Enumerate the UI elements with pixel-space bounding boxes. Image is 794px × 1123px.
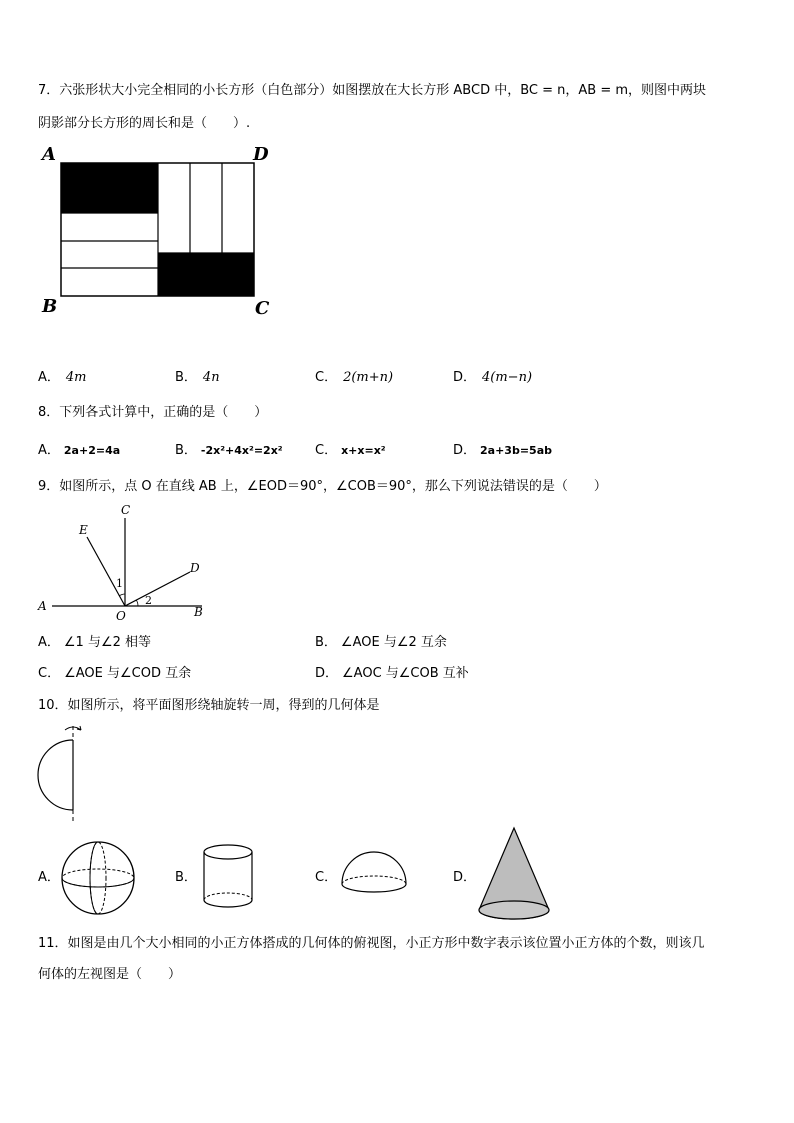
q7-option-c-letter: C． xyxy=(315,370,338,385)
cylinder-icon[interactable] xyxy=(198,842,258,912)
q9-label-a: A xyxy=(38,599,47,613)
q9-option-b-text: ∠AOE 与∠2 互余 xyxy=(340,635,447,650)
q9-label-angle-2: 2 xyxy=(145,594,152,607)
q10-option-a-letter: A． xyxy=(38,870,60,885)
q7-option-b-text: 4n xyxy=(202,370,220,385)
q9-label-e: E xyxy=(79,523,88,537)
q9-option-a-letter: A． xyxy=(38,635,60,650)
q7-label-d: D xyxy=(253,144,269,165)
q9-option-a[interactable] xyxy=(38,634,151,652)
q9-option-d-letter: D． xyxy=(315,666,339,681)
q9-ray-od xyxy=(125,572,190,606)
q8-option-b[interactable] xyxy=(175,442,283,460)
q7-option-c[interactable] xyxy=(315,369,393,387)
q8-option-c[interactable] xyxy=(315,442,386,460)
q9-label-c: C xyxy=(121,503,131,517)
q7-option-d-letter: D． xyxy=(453,370,477,385)
q8-option-d-text: 2a+3b=5ab xyxy=(480,444,553,457)
q9-label-angle-1: 1 xyxy=(116,577,123,590)
q7-option-c-text: 2(m+n) xyxy=(343,370,394,385)
q9-stem: 9．如图所示，点 O 在直线 AB 上，∠EOD＝90°，∠COB＝90°，那么下列说法错误的是（ ） xyxy=(38,479,607,494)
q8-stem: 8．下列各式计算中，正确的是（ ） xyxy=(38,405,268,420)
q9-option-b[interactable] xyxy=(315,634,447,652)
q9-label-d: D xyxy=(190,561,200,575)
q9-option-a-text: ∠1 与∠2 相等 xyxy=(63,635,152,650)
q7-shaded-top-left xyxy=(61,163,158,213)
q9-label-o: O xyxy=(116,609,126,623)
q9-option-d-text: ∠AOC 与∠COB 互补 xyxy=(342,666,469,681)
q10-option-b-letter: B． xyxy=(175,870,197,885)
q7-option-d-text: 4(m−n) xyxy=(482,370,533,385)
q7-stem-line2: 阴影部分长方形的周长和是（ ）. xyxy=(38,116,251,131)
cone-icon[interactable] xyxy=(474,824,554,926)
q10-option-c-letter: C． xyxy=(315,870,338,885)
q7-label-b: B xyxy=(42,296,58,317)
q7-option-a[interactable] xyxy=(38,369,87,387)
q8-option-c-text: x+x=x² xyxy=(341,444,386,457)
q9-option-c-text: ∠AOE 与∠COD 互余 xyxy=(64,666,192,681)
q9-option-c-letter: C． xyxy=(38,666,61,681)
q7-option-d[interactable] xyxy=(453,369,532,387)
q10-semicircle xyxy=(38,740,73,810)
q11-stem-line2: 何体的左视图是（ ） xyxy=(38,967,182,982)
q10-option-b[interactable] xyxy=(175,869,197,887)
q9-angle-figure xyxy=(32,500,222,625)
q8-option-a-letter: A． xyxy=(38,443,60,458)
q10-plane-figure xyxy=(32,722,102,827)
q8-option-d[interactable] xyxy=(453,442,552,460)
q10-option-d[interactable] xyxy=(453,869,476,887)
q7-option-b-letter: B． xyxy=(175,370,197,385)
q7-option-b[interactable] xyxy=(175,369,220,387)
sphere-icon[interactable] xyxy=(58,838,138,918)
q8-option-a-text: 2a+2=4a xyxy=(63,444,121,457)
q10-option-d-letter: D． xyxy=(453,870,477,885)
q7-label-c: C xyxy=(255,298,270,319)
q7-rectangle-figure xyxy=(38,140,278,320)
q7-option-a-letter: A． xyxy=(38,370,60,385)
q7-label-a: A xyxy=(42,144,56,165)
q10-option-a[interactable] xyxy=(38,869,60,887)
hemisphere-icon[interactable] xyxy=(338,848,410,896)
q10-stem: 10．如图所示，将平面图形绕轴旋转一周，得到的几何体是 xyxy=(38,698,380,713)
q7-shaded-bottom-right xyxy=(158,253,254,296)
q7-stem-line1: 7．六张形状大小完全相同的小长方形（白色部分）如图摆放在大长方形 ABCD 中，BC = n，AB = m，则图中两块 xyxy=(38,83,707,98)
q9-label-b: B xyxy=(194,605,203,619)
q9-option-c[interactable] xyxy=(38,665,191,683)
q8-option-d-letter: D． xyxy=(453,443,477,458)
q7-option-a-text: 4m xyxy=(65,370,87,385)
q9-option-d[interactable] xyxy=(315,665,469,683)
q8-option-a[interactable] xyxy=(38,442,120,460)
q11-stem-line1: 11．如图是由几个大小相同的小正方体搭成的几何体的俯视图，小正方形中数字表示该位置小正方体的个数，则该几 xyxy=(38,936,705,951)
q8-option-b-text: -2x²+4x²=2x² xyxy=(200,444,283,457)
q10-option-c[interactable] xyxy=(315,869,337,887)
q8-option-b-letter: B． xyxy=(175,443,197,458)
q9-option-b-letter: B． xyxy=(315,635,337,650)
q8-option-c-letter: C． xyxy=(315,443,338,458)
